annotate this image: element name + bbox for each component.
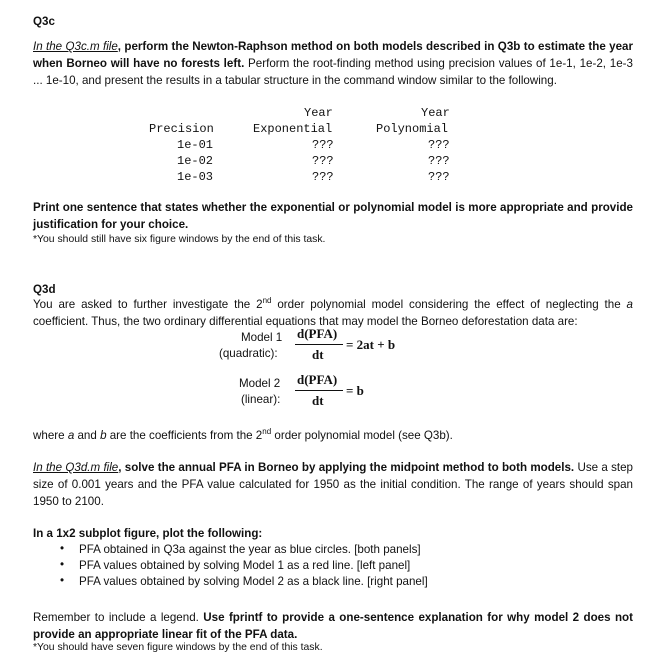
remember-bold: Use fprintf to provide a one-sentence explanation for why model 2 does not provide an appropriate linear fit of the PFA data. xyxy=(33,611,633,641)
where-text: are the coefficients from the 2 xyxy=(106,429,263,442)
q3d-intro-sup: nd xyxy=(262,296,272,306)
where-var-b: b xyxy=(100,429,107,442)
q3d-file-link: In the Q3d.m file xyxy=(33,461,119,474)
table-cell-precision: 1e-01 xyxy=(177,138,214,152)
list-item: PFA values obtained by solving Model 2 as a black line. [right panel] xyxy=(79,575,428,588)
model-1-label: Model 1 xyxy=(241,331,283,344)
subplot-heading: In a 1x2 subplot figure, plot the following: xyxy=(33,527,263,540)
where-text: order polynomial model (see Q3b). xyxy=(271,429,453,442)
q3d-heading: Q3d xyxy=(33,283,56,296)
q3d-intro-text: order polynomial model considering the effect of neglecting the xyxy=(271,298,627,311)
table-cell-poly: ??? xyxy=(428,170,450,184)
q3d-note: *You should have seven figure windows by the end of this task. xyxy=(33,642,323,653)
q3c-paragraph-1 xyxy=(33,38,633,89)
list-item: PFA obtained in Q3a against the year as blue circles. [both panels] xyxy=(79,543,421,556)
q3c-task-rest: Perform the root-finding method using precision values of 1e-1, 1e-2, 1e-3 ... 1e-10, and present the results in a tabular structure in the command window similar to the following. xyxy=(33,57,633,87)
table-header-polynomial: Polynomial xyxy=(376,122,449,136)
q3d-intro-var: a xyxy=(626,298,633,311)
bullet-dot: • xyxy=(60,574,65,587)
table-header-exponential: Exponential xyxy=(253,122,333,136)
q3c-print-instruction: Print one sentence that states whether the exponential or polynomial model is more appropriate and provide justification for your choice. xyxy=(33,201,633,231)
table-cell-exp: ??? xyxy=(312,170,334,184)
table-cell-poly: ??? xyxy=(428,154,450,168)
bullet-dot: • xyxy=(60,558,65,571)
table-year-label-1: Year xyxy=(304,106,333,120)
table-year-label-2: Year xyxy=(421,106,450,120)
q3d-task-rest: Use a step size of 0.001 years and the PFA value calculated for 1950 as the initial condition. The range of years should span 1950 to 2100. xyxy=(33,461,633,508)
where-var-a: a xyxy=(67,429,75,442)
table-cell-precision: 1e-03 xyxy=(177,170,214,184)
q3d-intro-text: You are asked to further investigate the 2 xyxy=(33,298,263,311)
remember-text: Remember to include a legend. xyxy=(33,611,204,624)
q3c-task-bold: , perform the Newton-Raphson method on both models described in Q3b to estimate the year when Borneo will have no forests left. xyxy=(33,40,633,70)
table-header-precision: Precision xyxy=(149,122,214,136)
q3d-paragraph-task xyxy=(33,459,633,510)
model-1-rhs: = 2at + b xyxy=(346,337,396,352)
model-1-sublabel: (quadratic): xyxy=(219,347,278,360)
model-2-numerator: d(PFA) xyxy=(297,372,338,387)
table-cell-exp: ??? xyxy=(312,138,334,152)
table-cell-precision: 1e-02 xyxy=(177,154,214,168)
model-2-fraction-bar xyxy=(295,390,343,391)
q3c-file-link: In the Q3c.m file xyxy=(33,40,118,53)
bullet-dot: • xyxy=(60,542,65,555)
q3d-task-bold: , solve the annual PFA in Borneo by applying the midpoint method to both models. xyxy=(118,461,575,474)
q3d-where-sentence xyxy=(33,429,453,442)
model-2-rhs: = b xyxy=(346,383,364,398)
model-2-denominator: dt xyxy=(312,393,324,408)
model-2-sublabel: (linear): xyxy=(241,393,281,406)
q3c-heading: Q3c xyxy=(33,15,55,28)
where-sup: nd xyxy=(262,427,272,437)
q3d-intro-text: coefficient. Thus, the two ordinary differential equations that may model the Borneo deforestation data are: xyxy=(33,315,578,328)
q3d-intro xyxy=(33,296,633,330)
q3c-note: *You should still have six figure windows by the end of this task. xyxy=(33,234,326,245)
table-cell-exp: ??? xyxy=(312,154,334,168)
where-text: and xyxy=(74,429,101,442)
model-1-denominator: dt xyxy=(312,347,324,362)
table-cell-poly: ??? xyxy=(428,138,450,152)
q3d-remember-paragraph xyxy=(33,609,633,643)
model-1-fraction-bar xyxy=(295,344,343,345)
model-1-numerator: d(PFA) xyxy=(297,326,338,341)
list-item: PFA values obtained by solving Model 1 as a red line. [left panel] xyxy=(79,559,411,572)
model-2-label: Model 2 xyxy=(239,377,281,390)
where-text: where xyxy=(33,429,68,442)
